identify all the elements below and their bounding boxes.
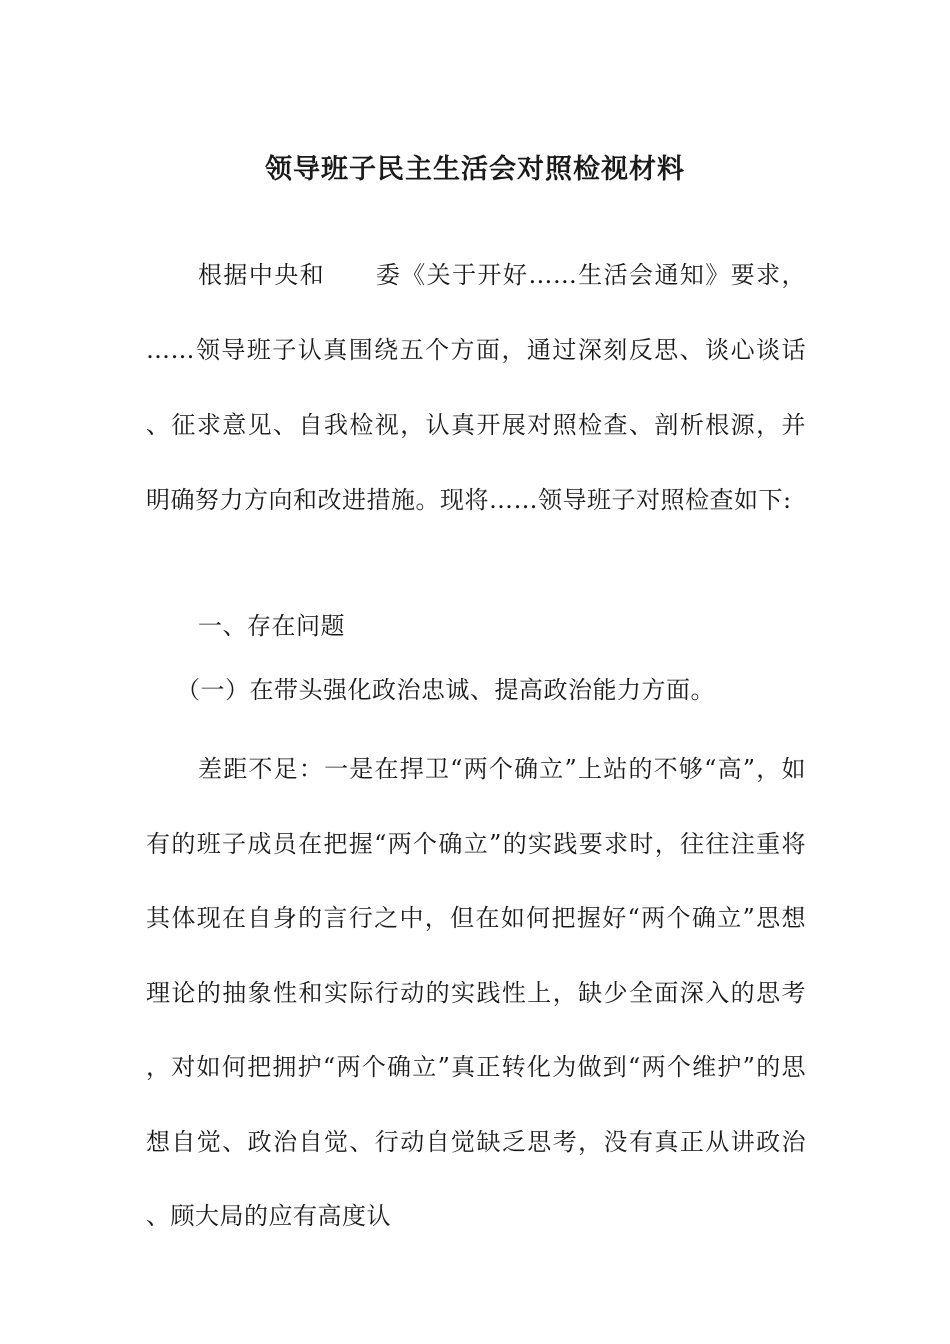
document-title: 领导班子民主生活会对照检视材料 (265, 154, 685, 185)
intro-paragraph: 根据中央和 委《关于开好……生活会通知》要求，……领导班子认真围绕五个方面，通过深刻反思、谈心谈话、征求意见、自我检视，认真开展对照检查、剖析根源，并明确努力方向和改进措施。现将……领导班子对照检查如下: (146, 261, 806, 514)
section-heading: 一、存在问题 (198, 612, 345, 640)
gap-paragraph: 差距不足：一是在捍卫“两个确立”上站的不够“高”，如有的班子成员在把握“两个确立”的实践要求时，往往注重将其体现在自身的言行之中，但在如何把握好“两个确立”思想理论的抽象性和实际行动的实践性上，缺少全面深入的思考，对如何把拥护“两个确立”真正转化为做到“两个维护”的思想自觉、政治自觉、行动自觉缺乏思考，没有真正从讲政治、顾大局的应有高度认 (146, 755, 806, 1230)
subsection-heading: （一）在带头强化政治忠诚、提高政治能力方面。 (176, 676, 715, 704)
